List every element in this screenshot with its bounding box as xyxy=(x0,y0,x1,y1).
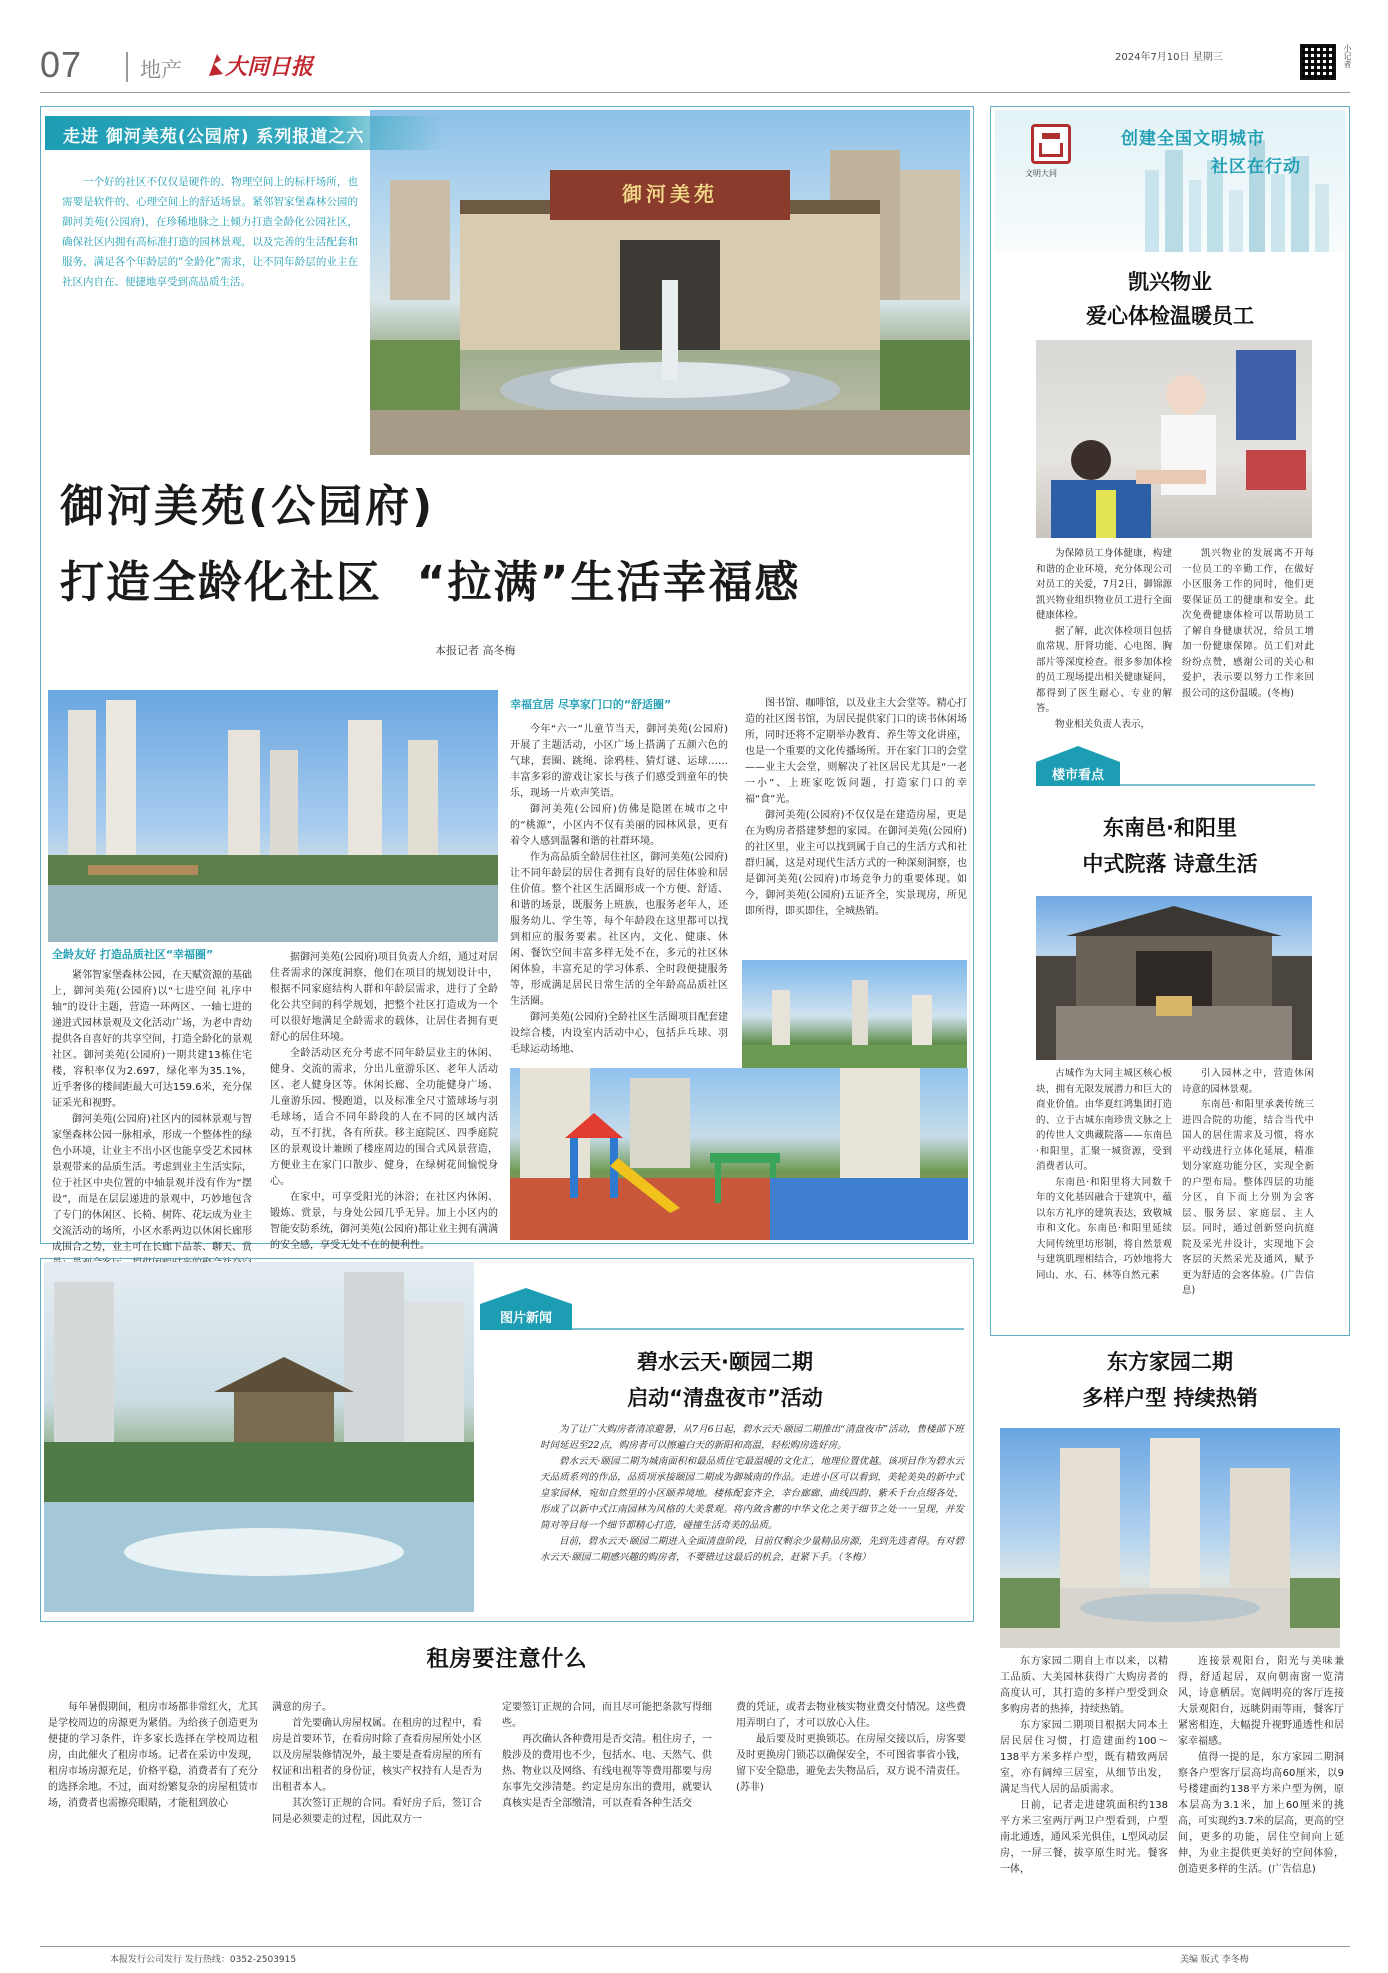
market-rule xyxy=(1120,784,1315,786)
paragraph: 御河美苑(公园府)全龄社区生活圈项目配套建设综合楼，内设室内活动中心，包括乒乓球、羽毛球运动场地、 xyxy=(510,1012,728,1055)
paragraph: 最后要及时更换锁芯。在房屋交接以后，房客要及时更换房门锁芯以确保安全，不可图省事省小钱，留下安全隐患，避免去失物品后，双方说不清责任。(苏非) xyxy=(736,1734,966,1793)
eastern-headline-1: 东方家园二期 xyxy=(1107,1350,1233,1374)
paragraph: 物业相关负责人表示， xyxy=(1055,718,1151,730)
civic-banner-line-2: 社区在行动 xyxy=(1211,157,1301,177)
market-column-2 xyxy=(1182,1066,1314,1296)
checkup-photo xyxy=(1036,340,1312,538)
qr-label: 小记者 xyxy=(1343,44,1352,68)
paragraph: 定要签订正规的合同，而且尽可能把条款写得细些。 xyxy=(502,1702,712,1729)
section-label: 地产 xyxy=(140,58,182,82)
market-badge xyxy=(1036,746,1120,786)
gate-sign: 御河美苑 xyxy=(622,182,718,206)
picnews-badge-text: 图片新闻 xyxy=(499,1311,552,1326)
civic-column-2 xyxy=(1182,546,1314,736)
civic-logo xyxy=(1031,124,1071,164)
picnews-body xyxy=(540,1422,964,1618)
feature-byline: 本报记者 高冬梅 xyxy=(435,644,516,657)
civic-headline-2: 爱心体检温暖员工 xyxy=(1086,304,1254,328)
picnews-badge xyxy=(480,1288,572,1330)
series-banner xyxy=(45,116,445,150)
paragraph: 东方家园二期自上市以来，以精工品质、大美园林获得广大购房者的高度认可，其打造的多样户型受到众多购房者的热捧，持续热销。 xyxy=(1000,1656,1168,1715)
paragraph: 东南邑·和阳里将大同数千年的文化基因融合于建筑中，蕴以东方礼序的建筑表达，致敬城市和文化。东南邑·和阳里延续大同传统里坊形制，将自然景观与建筑肌理相结合，巧妙地将大同山、水、石、林等自然元素 xyxy=(1036,1176,1172,1281)
feature-headline-1: 御河美苑(公园府) xyxy=(60,481,436,532)
paragraph: 为了让广大购房者清凉避暑，从7月6日起，碧水云天·颐园二期推出“清盘夜市”活动，售楼部下班时间延迟至22点，购房者可以擦遍白天的新阳和高温，轻松购房选好房。 xyxy=(540,1424,964,1451)
rental-column-1 xyxy=(48,1700,258,1940)
issue-date: 2024年7月10日 星期三 xyxy=(1115,52,1223,63)
sub-heading: 幸福宜居 尽享家门口的“舒适圈” xyxy=(510,698,672,711)
paragraph: 全龄活动区充分考虑不同年龄层业主的休闲、健身、交流的需求，分出儿童游乐区、老年人活动区、老人健身区等。休闲长廊、全功能健身广场、儿童游乐园、慢跑道，以及标准全尺寸篮球场与羽毛球场，适合不同年龄段的人在不同的区域内活动，互不打扰，各有所获。移主庭院区、四季庭院区的景观设计兼顾了楼座周边的围合式风景营造，方便业主在家门口散步、健身，在绿树花间愉悦身心。 xyxy=(270,1048,498,1187)
feature-column-1 xyxy=(52,968,252,1253)
photo-caption: 全龄友好 打造品质社区“幸福圈” xyxy=(52,948,214,961)
paragraph: 东南邑·和阳里承袭传统三进四合院的功能，结合当代中国人的居住需求及习惯，将水平动线进行立体化延展，精准划分家庭功能分区，实现全新的户型布局。整体四层的功能分区，自下而上分别为会客层、服务层、家庭层、主人层。同时，通过创新竖向抗庭院及采光井设计，实现地下会客层的天然采光及通风，赋予更为舒适的会客体验。(广告信息) xyxy=(1182,1099,1314,1296)
hero-photo xyxy=(370,110,970,455)
eastern-photo xyxy=(1000,1428,1340,1648)
park-photo xyxy=(742,960,967,1072)
civic-logo-label: 文明大同 xyxy=(1025,169,1057,178)
rental-headline: 租房要注意什么 xyxy=(426,1647,588,1672)
paragraph: 为保障员工身体健康，构建和谐的企业环境，充分体现公司对员工的关爱，7月2日，御锦源凯兴物业组织物业员工进行全面健康体检。 xyxy=(1036,548,1172,621)
picnews-headline-2: 启动“清盘夜市”活动 xyxy=(627,1386,823,1410)
page-number: 07 xyxy=(40,44,83,85)
paragraph: 首先要确认房屋权属。在租房的过程中，看房是首要环节，在看房时除了查看房屋所处小区以及房屋装修情况外，最主要是查看房屋的所有权证和出租者的身份证，核实产权持有人是否为出租者本人。 xyxy=(272,1718,482,1793)
paragraph: 再次确认各种费用是否交清。租住房子，一般涉及的费用也不少，包括水、电、天然气、供热、物业以及网络、有线电视等等费用都要与房东事先交涉清楚。约定是房东出的费用，就要认真核实是否全部缴清，可以查看各种生活交 xyxy=(502,1734,712,1809)
picnews-rule xyxy=(572,1328,964,1330)
footer-left: 本报发行公司发行 发行热线：0352-2503915 xyxy=(110,1955,297,1965)
paragraph: 御河美苑(公园府)不仅仅是在建造房屋，更是在为购房者搭建梦想的家园。在御河美苑(公园府)的社区里，业主可以找到属于自己的生活方式和社群归属，这是对现代生活方式的一种深刻洞察，也是御河美苑(公园府)市场竞争力的重要体现。如今，御河美苑(公园府)五证齐全，实景现房，所见即所得，即买即住，全城热销。 xyxy=(745,810,967,917)
paragraph: 御河美苑(公园府)社区内的园林景观与智家堡森林公园一脉相承，形成一个整体性的绿色小环境，让业主不出小区也能享受艺术园林景观带来的品质生活。考虑到业主生活实际，位于社区中央位置的中轴景观并没有作为“摆设”，而是在层层递进的景观中，巧妙地包含了专门的休闲区、长椅、树阵、花坛成为业主交流活动的场所，小区水系两边以休闲长廊形成围合之势，业主可在长廊下品茶、聊天、赏 xyxy=(52,1114,252,1253)
courtyard-photo xyxy=(1036,896,1312,1060)
picnews-photo xyxy=(44,1262,474,1612)
paper-name: 大同日报 xyxy=(225,54,314,80)
market-headline-1: 东南邑·和阳里 xyxy=(1103,816,1237,840)
feature-column-4 xyxy=(745,696,967,952)
paragraph: 碧水云天·颐园二期为城南面积和最品质住宅最温暖的文化汇，地理位置优越。该项目作为碧水云天品质系列的作品，品质项承接颐园二期成为御城南的作品。走进小区可以看到，美轮美奂的新中式皇家园林，宛如自然里的小区颐养境地。楼栋配套齐全，幸台廊廊、曲线四韵、紫禾千台点缀各处，形成了以新中式江南园林为风格的大美景观。将内敛含蓄的中华文化之美于细节之处一一呈现，并发简对等目每一个细节都精心打造，碰撞生活奇美的品质。 xyxy=(540,1456,964,1531)
paragraph: 古城作为大同主城区核心板块，拥有无限发展潜力和巨大的商业价值。由华夏红鸿集团打造的、立于古城东南珍贵文脉之上的传世人文典藏院落——东南邑·和阳里，汇聚一城资源，受到消费者认可。 xyxy=(1036,1068,1172,1172)
market-column-1 xyxy=(1036,1066,1172,1284)
feature-headline-2: 打造全龄化社区 “拉满”生活幸福感 xyxy=(60,557,801,608)
eastern-column-2 xyxy=(1178,1654,1344,1922)
paragraph: 日前，记者走进建筑面积约138平方米三室两厅两卫户型看到，户型南北通透，通风采光俱佳，L型风动层房，一屏三餐，拔享原生时光。餐客一体， xyxy=(1000,1800,1168,1875)
paragraph: 图书馆、咖啡馆，以及业主大会堂等。精心打造的社区图书馆，为居民提供家门口的读书休闲场所，同时还将不定期举办教育、养生等文化讲座，也是一个重要的文化传播场所。开在家门口的会堂——业主大会堂，则解决了社区居民尤其是“一老一小”、上班家吃饭问题，打造家门口的幸福“食”光。 xyxy=(745,698,967,805)
paragraph: 据御河美苑(公园府)项目负责人介绍，通过对居住者需求的深度洞察，他们在项目的规划设计中，根据不同家庭结构人群和年龄层需求，进行了全龄化公共空间的科学规划，把整个社区打造成为一个可以很好地满足全龄需求的载体，让居住者拥有更舒心的居住环境。 xyxy=(270,952,498,1043)
feature-column-3 xyxy=(510,722,728,1054)
civic-column-1 xyxy=(1036,546,1172,736)
masthead xyxy=(40,44,1350,90)
paragraph: 值得一提的是，东方家园二期洞察各户型客厅层高均高60厘米，以9号楼建面约138平方米户型为例，原本层高为3.1米，加上60厘米的挑高，可实现约3.7米的层高，更高的空间，更多的功能，居住空间向上延伸，为业主提供更美好的空间体验，创造更多样的生活。(广告信息) xyxy=(1178,1752,1344,1875)
civic-headline-1: 凯兴物业 xyxy=(1128,270,1212,294)
qr-code xyxy=(1300,44,1336,80)
footer-rule xyxy=(40,1946,1350,1947)
paragraph: 引入园林之中，营造休闲诗意的园林景观。 xyxy=(1182,1068,1314,1095)
eastern-headline-2: 多样户型 持续热销 xyxy=(1082,1386,1258,1410)
footer-right: 美编 版式 李冬梅 xyxy=(1180,1955,1249,1965)
market-headline-2: 中式院落 诗意生活 xyxy=(1082,852,1258,876)
paragraph: 目前，碧水云天·颐园二期进入全面清盘阶段，目前仅剩余少量精品房源，先到先选者得。有对碧水云天·颐园二期感兴趣的购房者，不要错过这最后的机会，赶紧下手。（冬梅） xyxy=(540,1536,964,1563)
picnews-headline-1: 碧水云天·颐园二期 xyxy=(637,1350,813,1374)
paragraph: 每年暑假期间，租房市场都非常红火，尤其是学校周边的房源更为紧俏。为给孩子创造更为便捷的学习条件，许多家长选择在学校周边租房，由此催火了租房市场。记者在采访中发现，租房市场房源充足，价格平稳，消费者有了充分的选择余地。不过，面对纷繁复杂的房屋租赁市场，消费者也需擦亮眼睛，才能租到放心 xyxy=(48,1702,258,1809)
paragraph: 东方家园二期项目根据大同本土居民居住习惯，打造建面约100～138平方米多样户型，既有精致两居室，亦有阔绰三居室，从细节出发，满足当代人居的品质需求。 xyxy=(1000,1720,1168,1795)
feature-intro: 一个好的社区不仅仅是硬件的、物理空间上的标杆场所，也需要是软件的、心理空间上的舒适场景。紧邻智家堡森林公园的御河美苑(公园府)，在珍稀地脉之上倾力打造全龄化公园社区，确保社区内拥有高标准打造的园林景观，以及完善的生活配套和服务，满足各个年龄层的“全龄化”需求，让不同年龄层的业主在社区内自在、便捷地享受到高品质生活。 xyxy=(62,176,358,288)
paragraph: 凯兴物业的发展离不开每一位员工的辛勤工作，在做好小区服务工作的同时，他们更要保证员工的健康和安全。此次免费健康体检可以帮助员工了解自身健康状况，给员工增加一份健康保障。员工们对此纷纷点赞，感谢公司的关心和爱护，表示要以努力工作来回报公司的这份温暖。(冬梅) xyxy=(1182,548,1314,699)
paragraph: 满意的房子。 xyxy=(272,1702,332,1713)
civic-banner xyxy=(995,110,1345,252)
paragraph: 费的凭证，或者去物业核实物业费交付情况。这些费用弄明白了，才可以放心入住。 xyxy=(736,1702,966,1729)
masthead-rule xyxy=(40,92,1350,93)
series-banner-text: 走进 御河美苑(公园府) 系列报道之六 xyxy=(63,127,365,147)
paragraph: 紧邻智家堡森林公园，在天赋资源的基础上，御河美苑(公园府)以“七进空间 礼序中轴”的设计主题，营造一环两区、一轴七进的递进式园林景观及文化活动广场，为老中青幼提供各自喜好的共享空间，打造全龄化的景观社区。御河美苑(公园府)一期共建13栋住宅楼，容积率仅为2.697，绿化率为35.1%，近乎奢侈的楼间距最大可达159.6米，充分保证采光和视野。 xyxy=(52,970,252,1109)
paragraph: 作为高品质全龄居住社区，御河美苑(公园府)让不同年龄层的居住者拥有良好的居住体验和居住价值。整个社区生活圈形成一个方便、舒适、和谐的场景，既服务上班族，也服务老年人，还服务幼儿、学生等，每个年龄段在这里都可以找到相应的服务要素。社区内，文化、健康、休闲、餐饮空间丰富多样无处不在，多元的社区休闲体验，丰富充足的学习体系、全时段便捷服务等，形成满足居民日常生活的全年龄高品质社区生活圈。 xyxy=(510,852,728,1007)
paragraph: 今年“六一”儿童节当天，御河美苑(公园府)开展了主题活动，小区广场上搭满了五颜六色的气球，套圈、跳绳、涂鸦桂、猜灯谜、运球……丰富多彩的游戏让家长与孩子们感受到童年的快乐，现场一片欢声笑语。 xyxy=(510,724,728,799)
civic-banner-line-1: 创建全国文明城市 xyxy=(1121,129,1265,149)
paragraph: 据了解，此次体检项目包括血常规、肝肾功能、心电图、胸部片等深度检查。很多参加体检的员工现场提出相关健康疑问，都得到了医生耐心、专业的解答。 xyxy=(1036,625,1172,714)
playground-photo xyxy=(510,1068,968,1240)
paragraph: 御河美苑(公园府)仿佛是隐匿在城市之中的“桃源”，小区内不仅有美丽的园林风景，更有着令人感到温馨和谐的社群环境。 xyxy=(510,804,728,847)
paragraph: 连接景观阳台，阳光与美味兼得，舒适起居，双向朝南窗一览清风，诗意栖居。宽阔明亮的客厅连接大景观阳台，远眺阴雨等雨，餐客厅紧密相连，大幅提升视野通透性和居家幸福感。 xyxy=(1178,1656,1344,1747)
masthead-divider xyxy=(126,52,128,82)
rental-column-2 xyxy=(272,1700,482,1940)
rental-column-4 xyxy=(736,1700,966,1940)
paper-logo xyxy=(205,46,330,86)
eastern-column-1 xyxy=(1000,1654,1168,1922)
rental-column-3 xyxy=(502,1700,712,1940)
feature-column-2 xyxy=(270,950,498,1251)
paragraph: 其次签订正规的合同。看好房子后，签订合同是必须要走的过程，因此双方一 xyxy=(272,1798,482,1825)
market-badge-text: 楼市看点 xyxy=(1051,768,1104,783)
paragraph: 在家中，可享受阳光的沐浴；在社区内休闲、锻炼、赏景，与身处公园几乎无异。加上小区内的智能安防系统，御河美苑(公园府)都让业主拥有满满的安全感，享受无处不在的便利性。 xyxy=(270,1192,498,1251)
buildings-photo xyxy=(48,690,498,942)
